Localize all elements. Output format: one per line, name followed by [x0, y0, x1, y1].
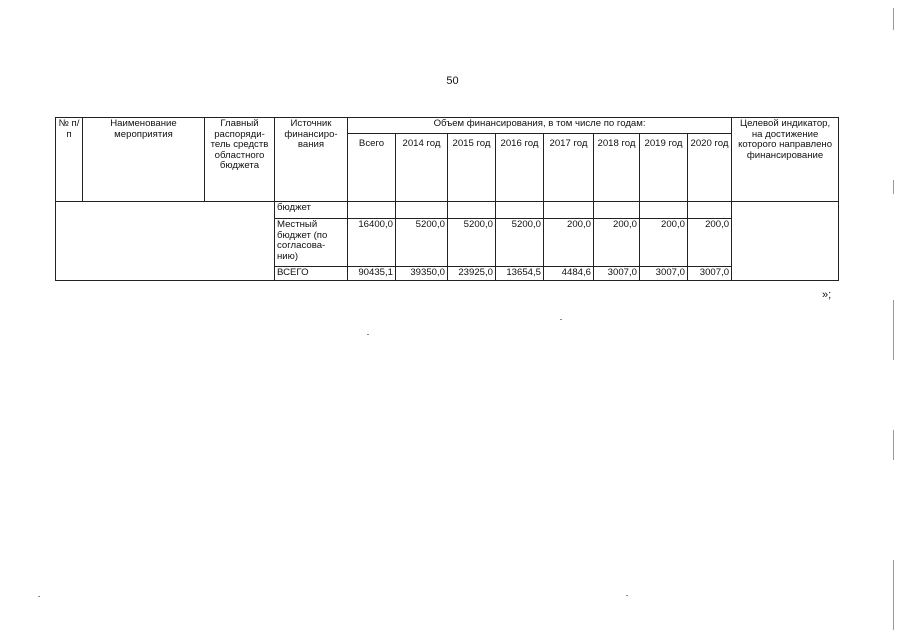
financing-table [55, 117, 839, 281]
row-2019: 200,0 [640, 219, 688, 267]
row-source: бюджет [275, 202, 348, 219]
row-2017: 4484,6 [544, 267, 594, 281]
row-2018 [594, 202, 640, 219]
header-row-1 [56, 118, 839, 134]
header-target: Целевой индикатор, на достижение которого направлено финансирование [732, 118, 839, 202]
table-row [56, 202, 839, 219]
header-event: Наименование мероприятия [83, 118, 205, 202]
row-2016 [496, 202, 544, 219]
row-2014 [396, 202, 448, 219]
header-year-2018: 2018 год [594, 134, 640, 202]
row-2018: 200,0 [594, 219, 640, 267]
header-year-2015: 2015 год [448, 134, 496, 202]
scan-speck [367, 334, 369, 335]
row-total: 16400,0 [348, 219, 396, 267]
row-2015: 23925,0 [448, 267, 496, 281]
row-source: Местный бюджет (по согласова-нию) [275, 219, 348, 267]
page-number: 50 [446, 75, 459, 87]
row-2018: 3007,0 [594, 267, 640, 281]
row-2019 [640, 202, 688, 219]
row-2015: 5200,0 [448, 219, 496, 267]
header-volume: Объем финансирования, в том числе по годам: [348, 118, 732, 134]
row-2016: 5200,0 [496, 219, 544, 267]
closing-quote-mark: »; [822, 289, 832, 301]
header-num: № п/п [56, 118, 83, 202]
row-2014: 5200,0 [396, 219, 448, 267]
header-year-2016: 2016 год [496, 134, 544, 202]
row-2020: 200,0 [688, 219, 732, 267]
scan-speck [38, 596, 40, 597]
header-manager: Главный распоряди-тель средств областного бюджета [205, 118, 275, 202]
scan-speck [626, 595, 628, 596]
scan-edge-mark [893, 180, 894, 194]
header-total: Всего [348, 134, 396, 202]
scan-speck [560, 319, 562, 320]
scan-edge-mark [893, 300, 894, 360]
scan-edge-mark [893, 560, 894, 630]
header-year-2017: 2017 год [544, 134, 594, 202]
row-2020 [688, 202, 732, 219]
row-2020: 3007,0 [688, 267, 732, 281]
merged-blank-cell [56, 202, 275, 281]
scan-edge-mark [893, 430, 894, 460]
scan-edge-mark [893, 8, 894, 30]
row-total: 90435,1 [348, 267, 396, 281]
merged-target-cell [732, 202, 839, 281]
header-year-2020: 2020 год [688, 134, 732, 202]
header-year-2014: 2014 год [396, 134, 448, 202]
header-source: Источник финансиро-вания [275, 118, 348, 202]
row-source: ВСЕГО [275, 267, 348, 281]
row-2017: 200,0 [544, 219, 594, 267]
header-year-2019: 2019 год [640, 134, 688, 202]
row-2016: 13654,5 [496, 267, 544, 281]
row-2015 [448, 202, 496, 219]
row-2017 [544, 202, 594, 219]
row-total [348, 202, 396, 219]
row-2019: 3007,0 [640, 267, 688, 281]
row-2014: 39350,0 [396, 267, 448, 281]
